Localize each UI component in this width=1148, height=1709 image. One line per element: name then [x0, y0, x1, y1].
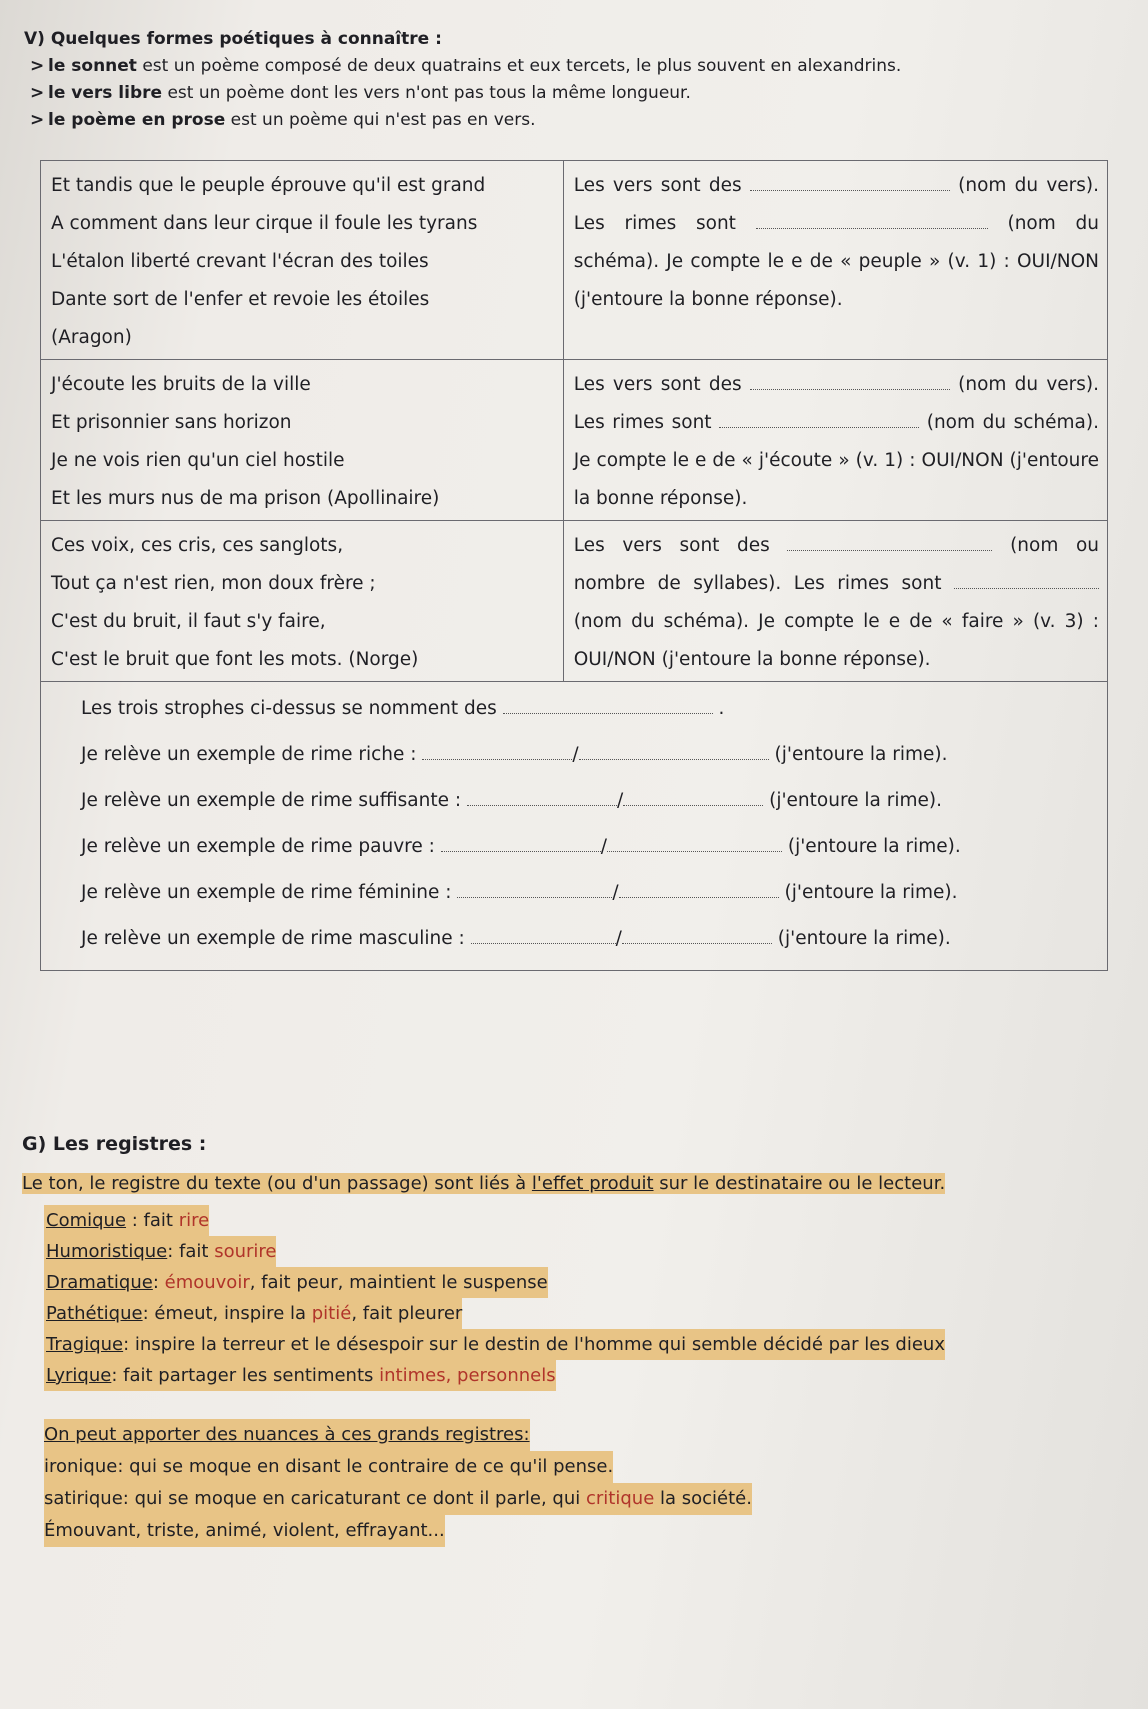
- blank-field[interactable]: [471, 921, 616, 944]
- rime-suffisante-row: Je relève un exemple de rime suffisante : / (j'entoure la rime).: [81, 778, 1107, 824]
- blank-field[interactable]: [622, 921, 772, 944]
- blank-field[interactable]: [954, 566, 1099, 589]
- answer-norge: Les vers sont des (nom ou nombre de syllabes). Les rimes sont (nom du schéma). Je compte le e de « faire » (v. 3) : OUI/NON (j'entoure la bonne réponse).: [563, 521, 1107, 682]
- blank-field[interactable]: [750, 168, 950, 191]
- nuances-title: On peut apporter des nuances à ces grands registres:: [44, 1419, 530, 1451]
- blank-field[interactable]: [623, 783, 763, 806]
- rimes-section: [41, 682, 1108, 971]
- registre-comique: Comique : fait rire: [44, 1205, 209, 1236]
- blank-field[interactable]: [457, 875, 612, 898]
- blank-field[interactable]: [467, 783, 617, 806]
- section-formes-poetiques: [24, 26, 1134, 134]
- poem-norge: Ces voix, ces cris, ces sanglots, Tout ça n'est rien, mon doux frère ; C'est du bruit, il faut s'y faire, C'est le bruit que font les mots. (Norge): [41, 521, 564, 682]
- blank-field[interactable]: [441, 829, 601, 852]
- exercise-table: [40, 160, 1108, 971]
- registre-dramatique: Dramatique: émouvoir, fait peur, maintient le suspense: [44, 1267, 548, 1298]
- registre-tragique: Tragique: inspire la terreur et le désespoir sur le destin de l'homme qui semble décidé par les dieux: [44, 1329, 945, 1360]
- rime-feminine-row: Je relève un exemple de rime féminine : / (j'entoure la rime).: [81, 870, 1107, 916]
- answer-aragon: Les vers sont des (nom du vers). Les rimes sont (nom du schéma). Je compte le e de « peuple » (v. 1) : OUI/NON (j'entoure la bonne réponse).: [563, 161, 1107, 360]
- registres-intro: Le ton, le registre du texte (ou d'un passage) sont liés à l'effet produit sur le destinataire ou le lecteur.: [22, 1173, 946, 1194]
- bullet-poeme-prose: > le poème en prose est un poème qui n'est pas en vers.: [48, 107, 1134, 134]
- blank-field[interactable]: [422, 737, 572, 760]
- registre-humoristique: Humoristique: fait sourire: [44, 1236, 276, 1267]
- bullet-sonnet: > le sonnet est un poème composé de deux quatrains et eux tercets, le plus souvent en alexandrins.: [48, 53, 1134, 80]
- blank-field[interactable]: [579, 737, 769, 760]
- blank-field[interactable]: [750, 367, 950, 390]
- strophes-question: Les trois strophes ci-dessus se nomment des .: [81, 686, 1107, 732]
- nuances-list: Émouvant, triste, animé, violent, effrayant...: [44, 1515, 445, 1547]
- blank-field[interactable]: [619, 875, 779, 898]
- registre-ironique: ironique: qui se moque en disant le contraire de ce qu'il pense.: [44, 1451, 613, 1483]
- blank-field[interactable]: [719, 405, 919, 428]
- registres-title: G) Les registres :: [22, 1133, 207, 1155]
- section-registres: [22, 1133, 1142, 1547]
- blank-field[interactable]: [787, 528, 992, 551]
- rime-pauvre-row: Je relève un exemple de rime pauvre : / (j'entoure la rime).: [81, 824, 1107, 870]
- poem-aragon: Et tandis que le peuple éprouve qu'il est grand A comment dans leur cirque il foule les tyrans L'étalon liberté crevant l'écran des toiles Dante sort de l'enfer et revoie les étoiles (Aragon): [41, 161, 564, 360]
- blank-field[interactable]: [756, 206, 988, 229]
- nuances-block: [44, 1419, 1142, 1547]
- blank-field[interactable]: [607, 829, 782, 852]
- registres-list: [22, 1205, 1142, 1391]
- poem-apollinaire: J'écoute les bruits de la ville Et prisonnier sans horizon Je ne vois rien qu'un ciel hostile Et les murs nus de ma prison (Apollinaire): [41, 360, 564, 521]
- answer-apollinaire: Les vers sont des (nom du vers). Les rimes sont (nom du schéma). Je compte le e de « j'écoute » (v. 1) : OUI/NON (j'entoure la bonne réponse).: [563, 360, 1107, 521]
- bullet-vers-libre: > le vers libre est un poème dont les vers n'ont pas tous la même longueur.: [48, 80, 1134, 107]
- rime-masculine-row: Je relève un exemple de rime masculine : / (j'entoure la rime).: [81, 916, 1107, 962]
- registre-lyrique: Lyrique: fait partager les sentiments intimes, personnels: [44, 1360, 556, 1391]
- blank-field[interactable]: [503, 691, 713, 714]
- rime-riche-row: Je relève un exemple de rime riche : / (j'entoure la rime).: [81, 732, 1107, 778]
- section-title: V) Quelques formes poétiques à connaître :: [24, 29, 442, 49]
- registre-pathetique: Pathétique: émeut, inspire la pitié, fait pleurer: [44, 1298, 462, 1329]
- registre-satirique: satirique: qui se moque en caricaturant ce dont il parle, qui critique la société.: [44, 1483, 752, 1515]
